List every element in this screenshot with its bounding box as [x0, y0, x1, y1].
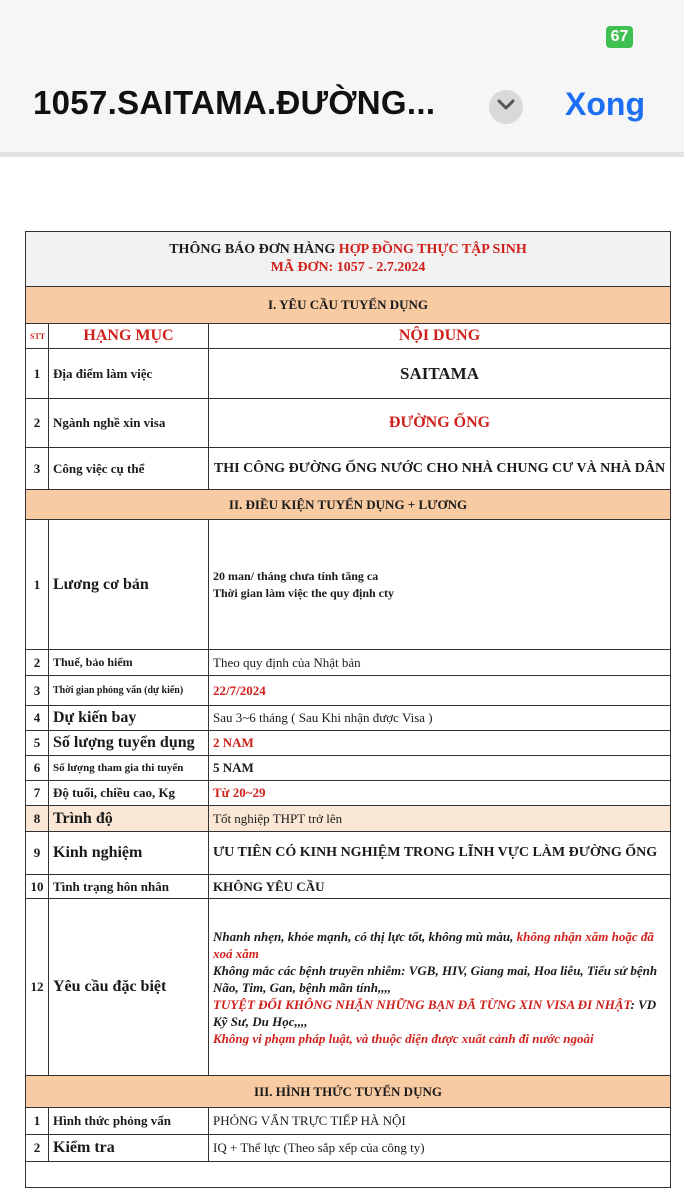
header-text: THÔNG BÁO ĐƠN HÀNG	[169, 242, 339, 257]
document-title: 1057.SAITAMA.ĐƯỜNG...	[33, 84, 436, 121]
header-contract: HỢP ĐỒNG THỰC TẬP SINH	[338, 242, 527, 257]
visa-field: ĐƯỜNG ỐNG	[209, 399, 671, 448]
col-category: HẠNG MỤC	[49, 324, 209, 349]
row-label: Ngành nghề xin visa	[49, 399, 209, 448]
row-label: Thuế, bảo hiểm	[49, 650, 209, 676]
table-row: 8 Trình độ Tốt nghiệp THPT trở lên	[26, 806, 671, 832]
table-row: 5 Số lượng tuyển dụng 2 NAM	[26, 731, 671, 756]
row-label: Hình thức phỏng vấn	[49, 1108, 209, 1135]
table-row: 4 Dự kiến bay Sau 3~6 tháng ( Sau Khi nhận được Visa )	[26, 706, 671, 731]
section-1: I. YÊU CẦU TUYỂN DỤNG	[26, 287, 671, 324]
column-headers	[26, 324, 671, 349]
table-row: 7 Độ tuổi, chiều cao, Kg Từ 20~29	[26, 781, 671, 806]
row-label: Kinh nghiệm	[49, 832, 209, 875]
table-row: 3 Công việc cụ thể THI CÔNG ĐƯỜNG ỐNG NƯỚC CHO NHÀ CHUNG CƯ VÀ NHÀ DÂN	[26, 448, 671, 490]
table-row: 10 Tình trạng hôn nhân KHÔNG YÊU CẦU	[26, 875, 671, 899]
table-row: 1 Địa điểm làm việc SAITAMA	[26, 349, 671, 399]
battery-indicator: 67	[606, 26, 633, 48]
col-stt: STT	[26, 324, 49, 349]
work-location: SAITAMA	[209, 349, 671, 399]
row-label: Yêu cầu đặc biệt	[49, 899, 209, 1076]
done-button[interactable]: Xong	[565, 86, 645, 122]
row-label: Địa điểm làm việc	[49, 349, 209, 399]
top-bar	[0, 0, 684, 157]
row-label: Lương cơ bản	[49, 520, 209, 650]
row-label: Tình trạng hôn nhân	[49, 875, 209, 899]
row-label: Số lượng tham gia thi tuyển	[49, 756, 209, 781]
order-code: MÃ ĐƠN: 1057 - 2.7.2024	[270, 260, 426, 275]
row-label: Kiểm tra	[49, 1135, 209, 1162]
chevron-down-icon	[497, 98, 515, 116]
job-detail: THI CÔNG ĐƯỜNG ỐNG NƯỚC CHO NHÀ CHUNG CƯ VÀ NHÀ DÂN	[209, 448, 671, 490]
table-row: 9 Kinh nghiệm ƯU TIÊN CÓ KINH NGHIỆM TRONG LĨNH VỰC LÀM ĐƯỜNG ỐNG	[26, 832, 671, 875]
special-requirements: Nhanh nhẹn, khỏe mạnh, có thị lực tốt, không mù màu, không nhận xăm hoặc đã xoá xăm Không mắc các bệnh truyền nhiễm: VGB, HIV, Giang mai, Hoa liễu, Tiểu sử bệnh Não, Tim, Gan, bệnh mãn tính,,,, TUYỆT ĐỐI KHÔNG NHẬN NHỮNG BẠN ĐÃ TỪNG XIN VISA ĐI NHẬT: VD Kỹ Sư, Du Học,,,, Không vi phạm pháp luật, và thuộc diện được xuất cảnh đi nước ngoài	[209, 899, 671, 1076]
table-row: 3 Thời gian phỏng vấn (dự kiến) 22/7/2024	[26, 676, 671, 706]
row-label: Công việc cụ thể	[49, 448, 209, 490]
order-table	[25, 231, 671, 1188]
table-row: 12 Yêu cầu đặc biệt Nhanh nhẹn, khỏe mạnh, có thị lực tốt, không mù màu, không nhận xăm hoặc đã xoá xăm Không mắc các bệnh truyền nhiễm: VGB, HIV, Giang mai, Hoa liễu, Tiểu sử bệnh Não, Tim, Gan, bệnh mãn tính,,,, TUYỆT ĐỐI KHÔNG NHẬN NHỮNG BẠN ĐÃ TỪNG XIN VISA ĐI NHẬT: VD Kỹ Sư, Du Học,,,, Không vi phạm pháp luật, và thuộc diện được xuất cảnh đi nước ngoài	[26, 899, 671, 1076]
row-label: Trình độ	[49, 806, 209, 832]
table-row: 1 Lương cơ bản 20 man/ tháng chưa tính tăng ca Thời gian làm việc the quy định cty	[26, 520, 671, 650]
table-row: 2 Thuế, bảo hiểm Theo quy định của Nhật bản	[26, 650, 671, 676]
table-row: 2 Kiểm tra IQ + Thể lực (Theo sắp xếp của công ty)	[26, 1135, 671, 1162]
table-row	[26, 1162, 671, 1188]
section-3: III. HÌNH THỨC TUYỂN DỤNG	[26, 1076, 671, 1108]
table-row: 1 Hình thức phỏng vấn PHỎNG VẤN TRỰC TIẾP HÀ NỘI	[26, 1108, 671, 1135]
row-label: Thời gian phỏng vấn (dự kiến)	[49, 676, 209, 706]
row-label: Dự kiến bay	[49, 706, 209, 731]
row-label: Độ tuổi, chiều cao, Kg	[49, 781, 209, 806]
title-menu-button[interactable]	[489, 90, 523, 124]
document-header	[26, 232, 671, 287]
table-row: 6 Số lượng tham gia thi tuyển 5 NAM	[26, 756, 671, 781]
row-label: Số lượng tuyển dụng	[49, 731, 209, 756]
section-2: II. ĐIỀU KIỆN TUYỂN DỤNG + LƯƠNG	[26, 490, 671, 520]
table-row: 2 Ngành nghề xin visa ĐƯỜNG ỐNG	[26, 399, 671, 448]
base-salary: 20 man/ tháng chưa tính tăng ca Thời gian làm việc the quy định cty	[209, 520, 671, 650]
col-content: NỘI DUNG	[209, 324, 671, 349]
